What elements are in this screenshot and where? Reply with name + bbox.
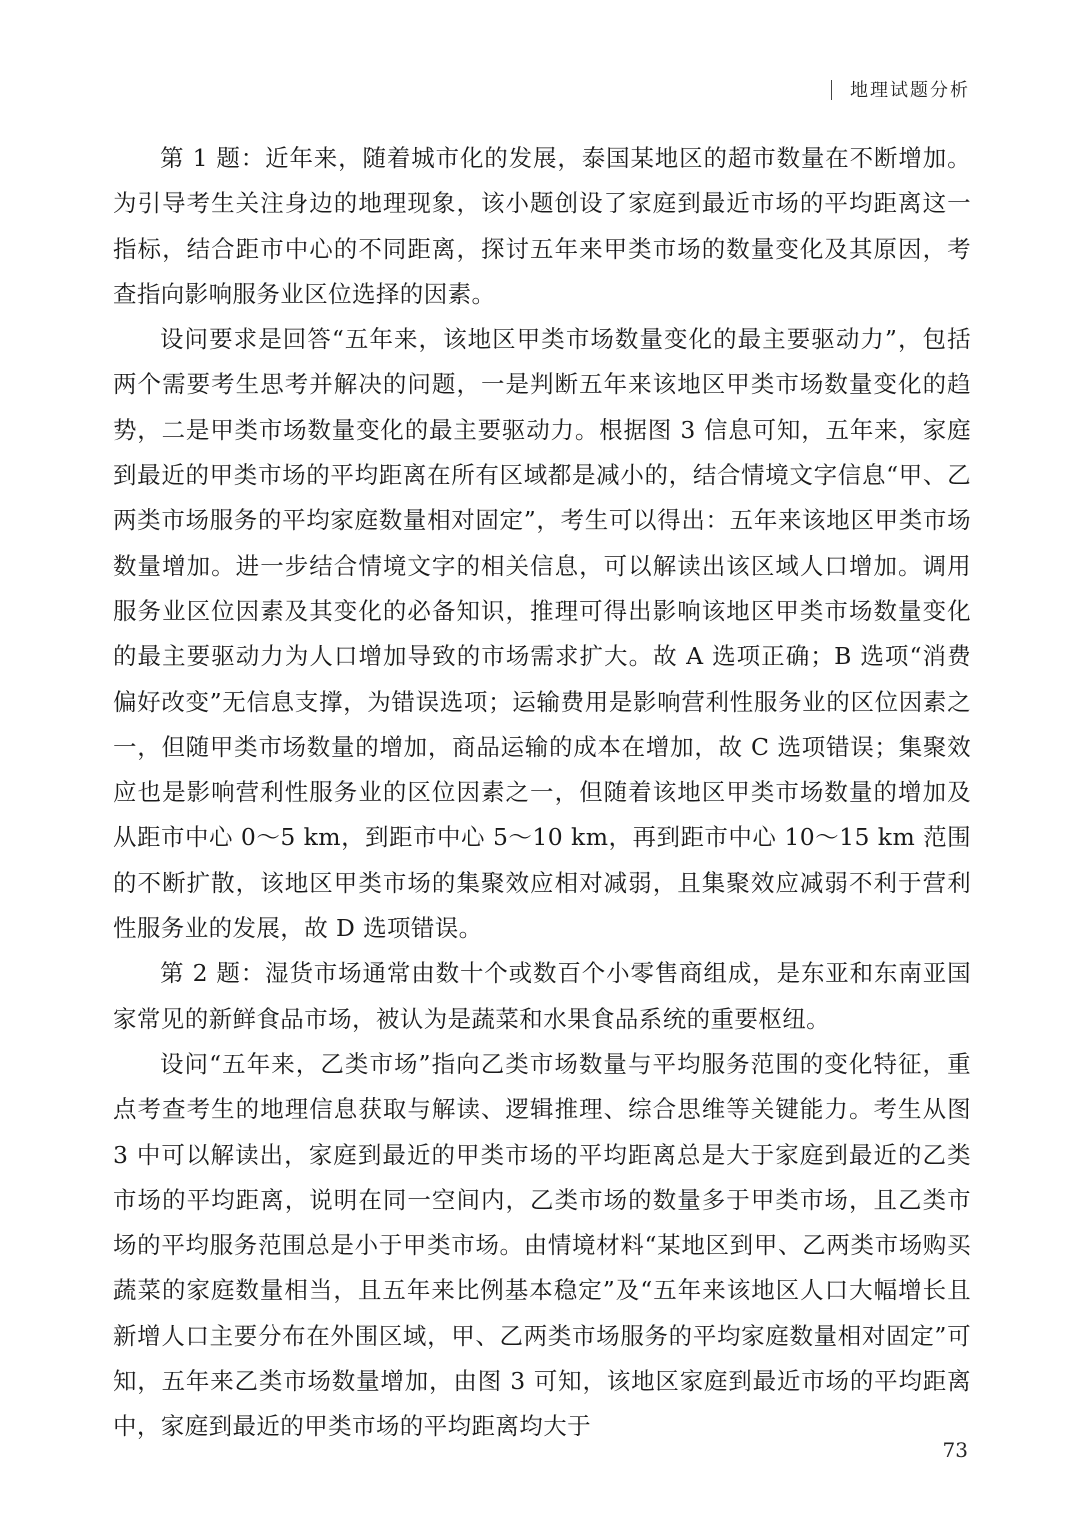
page-number: 73	[942, 1438, 968, 1462]
running-title: 地理试题分析	[850, 80, 970, 101]
body-text	[113, 136, 971, 1450]
paragraph-question-2-analysis: 设问“五年来，乙类市场”指向乙类市场数量与平均服务范围的变化特征，重点考查考生的地理信息获取与解读、逻辑推理、综合思维等关键能力。考生从图 3 中可以解读出，家庭到最近的甲类市场的平均距离总是大于家庭到最近的乙类市场的平均距离，说明在同一空间内，乙类市场的数量多于甲类市场，且乙类市场的平均服务范围总是小于甲类市场。由情境材料“某地区到甲、乙两类市场购买蔬菜的家庭数量相当，且五年来比例基本稳定”及“五年来该地区人口大幅增长且新增人口主要分布在外围区域，甲、乙两类市场服务的平均家庭数量相对固定”可知，五年来乙类市场数量增加，由图 3 可知，该地区家庭到最近市场的平均距离中，家庭到最近的甲类市场的平均距离均大于	[113, 1049, 971, 1441]
paragraph-question-1-analysis: 设问要求是回答“五年来，该地区甲类市场数量变化的最主要驱动力”，包括两个需要考生思考并解决的问题，一是判断五年来该地区甲类市场数量变化的趋势，二是甲类市场数量变化的最主要驱动力。根据图 3 信息可知，五年来，家庭到最近的甲类市场的平均距离在所有区域都是减小的，结合情境文字信息“甲、乙两类市场服务的平均家庭数量相对固定”，考生可以得出：五年来该地区甲类市场数量增加。进一步结合情境文字的相关信息，可以解读出该区域人口增加。调用服务业区位因素及其变化的必备知识，推理可得出影响该地区甲类市场数量变化的最主要驱动力为人口增加导致的市场需求扩大。故 A 选项正确；B 选项“消费偏好改变”无信息支撑，为错误选项；运输费用是影响营利性服务业的区位因素之一，但随甲类市场数量的增加，商品运输的成本在增加，故 C 选项错误；集聚效应也是影响营利性服务业的区位因素之一，但随着该地区甲类市场数量的增加及从距市中心 0～5 km，到距市中心 5～10 km，再到距市中心 10～15 km 范围的不断扩散，该地区甲类市场的集聚效应相对减弱，且集聚效应减弱不利于营利性服务业的发展，故 D 选项错误。	[113, 325, 971, 943]
paragraph-question-1-intro: 第 1 题：近年来，随着城市化的发展，泰国某地区的超市数量在不断增加。为引导考生关注身边的地理现象，该小题创设了家庭到最近市场的平均距离这一指标，结合距市中心的不同距离，探讨五年来甲类市场的数量变化及其原因，考查指向影响服务业区位选择的因素。	[113, 144, 971, 308]
running-header	[831, 76, 970, 102]
paragraph-question-2-intro: 第 2 题：湿货市场通常由数十个或数百个小零售商组成，是东亚和东南亚国家常见的新鲜食品市场，被认为是蔬菜和水果食品系统的重要枢纽。	[113, 959, 971, 1033]
header-divider	[831, 80, 832, 100]
